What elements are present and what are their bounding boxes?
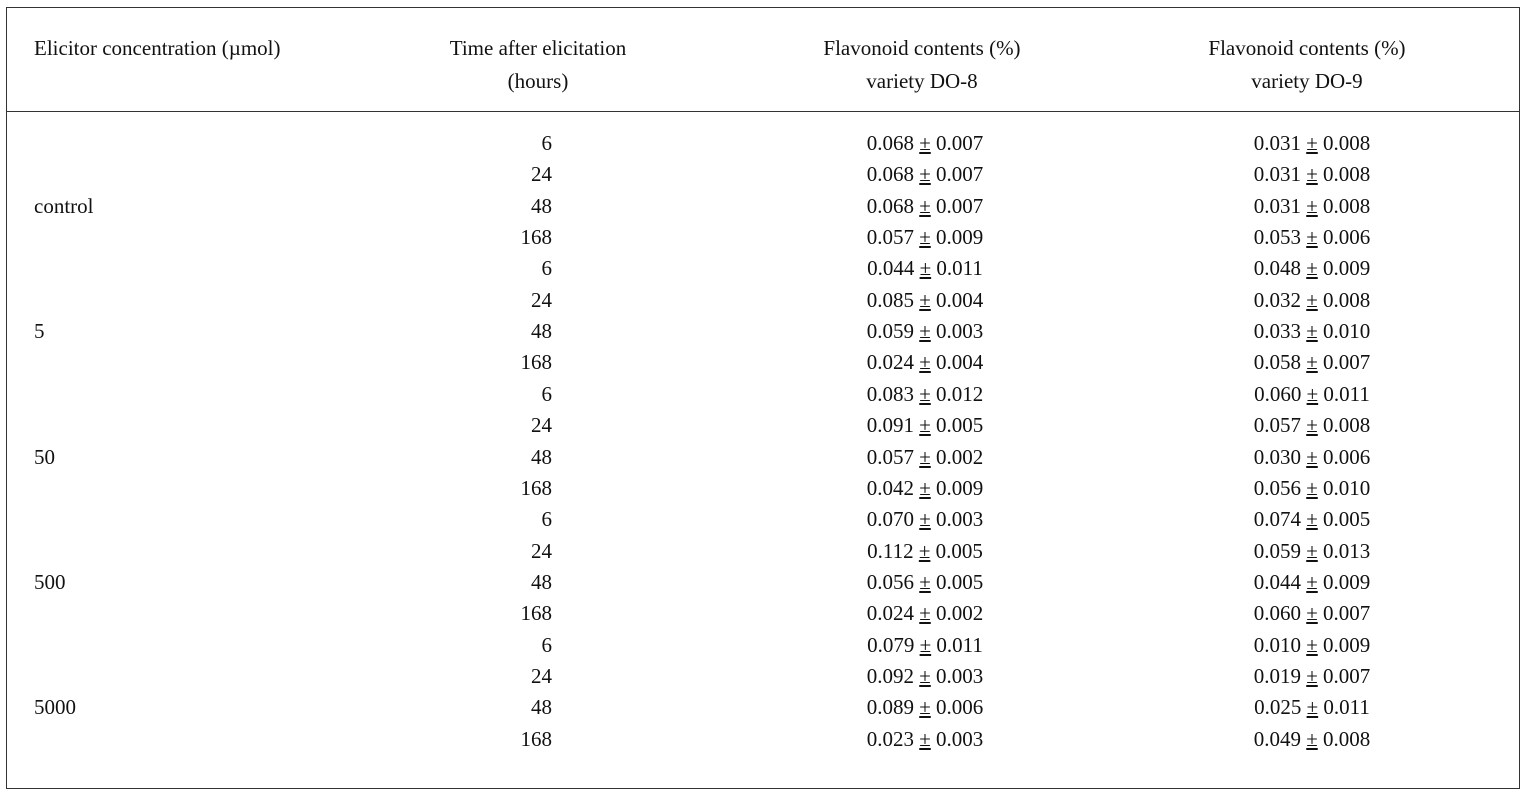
cell-do9-mean: 0.074 — [1253, 507, 1301, 532]
cell-do9-sd: 0.009 — [1323, 569, 1371, 594]
cell-do8 — [775, 567, 1075, 598]
cell-do9-mean: 0.060 — [1254, 381, 1302, 406]
table-row — [0, 504, 1531, 535]
table-row — [0, 410, 1531, 441]
plus-minus-sign: ± — [919, 350, 931, 375]
table-row — [0, 661, 1531, 692]
plus-minus-sign: ± — [919, 225, 931, 250]
plus-minus-sign: ± — [919, 632, 932, 657]
cell-do8-mean: 0.056 — [866, 569, 914, 594]
plus-minus-sign: ± — [919, 287, 931, 312]
cell-do8-sd: 0.005 — [936, 413, 984, 438]
cell-do9-mean: 0.058 — [1253, 350, 1301, 375]
cell-do8 — [775, 410, 1075, 441]
cell-do9-mean: 0.060 — [1253, 601, 1301, 626]
cell-do9-mean: 0.032 — [1253, 287, 1301, 312]
header-do8-line1: Flavonoid contents (%) — [823, 36, 1021, 60]
cell-concentration: 5000 — [34, 695, 76, 720]
cell-do9-mean: 0.048 — [1253, 256, 1301, 281]
plus-minus-sign: ± — [919, 131, 931, 155]
plus-minus-sign: ± — [919, 695, 931, 720]
table-row — [0, 598, 1531, 629]
cell-do8-mean: 0.070 — [866, 507, 914, 532]
cell-do8 — [775, 347, 1075, 378]
cell-do9 — [1162, 536, 1462, 567]
cell-do8-mean: 0.024 — [866, 601, 914, 626]
plus-minus-sign: ± — [919, 444, 931, 469]
header-concentration — [34, 32, 281, 65]
cell-do8-sd: 0.003 — [936, 319, 984, 344]
cell-do8-sd: 0.002 — [936, 601, 984, 626]
cell-do8-mean: 0.083 — [866, 381, 914, 406]
cell-do8-sd: 0.003 — [936, 507, 984, 532]
cell-do8 — [775, 442, 1075, 473]
cell-time: 48 — [531, 444, 552, 469]
cell-time: 24 — [531, 663, 552, 688]
cell-time: 168 — [520, 225, 552, 250]
cell-do8-mean: 0.044 — [867, 256, 915, 281]
cell-do9-mean: 0.010 — [1253, 632, 1301, 657]
cell-time: 168 — [520, 475, 552, 500]
cell-do8-sd: 0.003 — [936, 726, 984, 751]
header-concentration-label: Elicitor concentration (µmol) — [34, 36, 281, 60]
cell-time: 6 — [541, 131, 552, 155]
table-row — [0, 630, 1531, 661]
cell-do8-sd: 0.009 — [936, 475, 984, 500]
cell-do9-mean: 0.030 — [1253, 444, 1301, 469]
plus-minus-sign: ± — [1306, 726, 1318, 751]
cell-do8 — [775, 598, 1075, 629]
cell-do9 — [1162, 410, 1462, 441]
cell-concentration: 500 — [34, 569, 66, 594]
cell-do8 — [775, 661, 1075, 692]
plus-minus-sign: ± — [919, 381, 931, 406]
cell-do8-sd: 0.004 — [936, 350, 984, 375]
plus-minus-sign: ± — [1306, 193, 1318, 218]
cell-do9-sd: 0.007 — [1323, 601, 1371, 626]
cell-do9-mean: 0.053 — [1253, 225, 1301, 250]
cell-concentration: 50 — [34, 444, 55, 469]
cell-do9 — [1162, 128, 1462, 159]
cell-do8-sd: 0.009 — [936, 225, 984, 250]
cell-time: 24 — [531, 287, 552, 312]
cell-do9-mean: 0.049 — [1253, 726, 1301, 751]
cell-do8-mean: 0.042 — [866, 475, 914, 500]
plus-minus-sign: ± — [1306, 350, 1318, 375]
cell-do9-mean: 0.025 — [1254, 695, 1302, 720]
plus-minus-sign: ± — [919, 256, 932, 281]
cell-time: 6 — [541, 381, 552, 406]
plus-minus-sign: ± — [919, 507, 931, 532]
cell-do8 — [775, 379, 1075, 410]
plus-minus-sign: ± — [1306, 632, 1318, 657]
table-row — [0, 128, 1531, 159]
cell-do8 — [775, 191, 1075, 222]
plus-minus-sign: ± — [918, 538, 931, 563]
cell-time: 24 — [531, 538, 552, 563]
cell-do9-sd: 0.011 — [1323, 381, 1370, 406]
table-row — [0, 316, 1531, 347]
cell-do8-mean: 0.079 — [867, 632, 915, 657]
cell-time: 6 — [541, 507, 552, 532]
cell-do8 — [775, 159, 1075, 190]
cell-do9 — [1162, 379, 1462, 410]
cell-do8 — [775, 285, 1075, 316]
cell-do8-mean: 0.091 — [866, 413, 914, 438]
cell-do8-sd: 0.011 — [936, 632, 983, 657]
cell-do9-sd: 0.009 — [1323, 632, 1371, 657]
header-do9 — [1157, 32, 1457, 98]
cell-do8-mean: 0.089 — [866, 695, 914, 720]
cell-do9-sd: 0.006 — [1323, 444, 1371, 469]
plus-minus-sign: ± — [1306, 507, 1318, 532]
cell-do8-mean: 0.112 — [867, 538, 914, 563]
plus-minus-sign: ± — [919, 162, 931, 187]
cell-do9-mean: 0.033 — [1253, 319, 1301, 344]
cell-do8-mean: 0.059 — [866, 319, 914, 344]
cell-do8 — [775, 724, 1075, 755]
cell-do9-mean: 0.031 — [1253, 131, 1301, 155]
header-divider — [6, 111, 1520, 112]
table-row — [0, 536, 1531, 567]
cell-do9-sd: 0.008 — [1323, 287, 1371, 312]
cell-do9-sd: 0.008 — [1323, 162, 1371, 187]
plus-minus-sign: ± — [919, 319, 931, 344]
header-time-line1: Time after elicitation — [449, 36, 627, 60]
cell-do9-sd: 0.008 — [1323, 726, 1371, 751]
cell-time: 48 — [531, 569, 552, 594]
plus-minus-sign: ± — [1306, 569, 1318, 594]
plus-minus-sign: ± — [1306, 663, 1318, 688]
cell-do8 — [775, 253, 1075, 284]
cell-do9 — [1162, 661, 1462, 692]
plus-minus-sign: ± — [1306, 444, 1318, 469]
cell-do9-sd: 0.010 — [1323, 319, 1371, 344]
header-time-line2: (hours) — [507, 69, 569, 93]
table-row — [0, 285, 1531, 316]
cell-do8-sd: 0.006 — [936, 695, 984, 720]
cell-do8-sd: 0.004 — [936, 287, 984, 312]
cell-do8-sd: 0.003 — [936, 663, 984, 688]
plus-minus-sign: ± — [1306, 162, 1318, 187]
header-do8-line2: variety DO-8 — [866, 69, 978, 93]
cell-do8-sd: 0.007 — [936, 131, 984, 155]
cell-do9-mean: 0.031 — [1253, 193, 1301, 218]
cell-do9 — [1162, 473, 1462, 504]
cell-do8-sd: 0.007 — [936, 193, 984, 218]
plus-minus-sign: ± — [919, 569, 931, 594]
cell-time: 24 — [531, 162, 552, 187]
header-do8 — [772, 32, 1072, 98]
cell-do9 — [1162, 285, 1462, 316]
plus-minus-sign: ± — [1306, 131, 1318, 155]
cell-do9-mean: 0.044 — [1253, 569, 1301, 594]
cell-concentration: control — [34, 193, 94, 218]
cell-do9 — [1162, 598, 1462, 629]
cell-do9-sd: 0.008 — [1323, 413, 1371, 438]
plus-minus-sign: ± — [1306, 381, 1319, 406]
table-row — [0, 473, 1531, 504]
table-row — [0, 442, 1531, 473]
plus-minus-sign: ± — [919, 601, 931, 626]
cell-do9-sd: 0.005 — [1323, 507, 1371, 532]
cell-do8 — [775, 504, 1075, 535]
cell-do8-sd: 0.002 — [936, 444, 984, 469]
cell-do8 — [775, 473, 1075, 504]
cell-do9-mean: 0.059 — [1253, 538, 1301, 563]
cell-do8 — [775, 222, 1075, 253]
header-do9-line1: Flavonoid contents (%) — [1208, 36, 1406, 60]
cell-do9 — [1162, 253, 1462, 284]
plus-minus-sign: ± — [1306, 413, 1318, 438]
cell-do9-sd: 0.007 — [1323, 663, 1371, 688]
plus-minus-sign: ± — [1306, 256, 1318, 281]
table-row — [0, 222, 1531, 253]
cell-do8-sd: 0.005 — [935, 538, 983, 563]
cell-do8 — [775, 630, 1075, 661]
cell-do8 — [775, 536, 1075, 567]
table-row — [0, 191, 1531, 222]
table-row — [0, 159, 1531, 190]
plus-minus-sign: ± — [1306, 601, 1318, 626]
cell-time: 168 — [520, 350, 552, 375]
cell-do9 — [1162, 630, 1462, 661]
plus-minus-sign: ± — [1306, 287, 1318, 312]
plus-minus-sign: ± — [1306, 538, 1318, 563]
cell-do8-mean: 0.068 — [866, 162, 914, 187]
header-do9-line2: variety DO-9 — [1251, 69, 1363, 93]
cell-do8-mean: 0.085 — [866, 287, 914, 312]
cell-do8-mean: 0.068 — [866, 193, 914, 218]
cell-do8-sd: 0.012 — [936, 381, 984, 406]
cell-do8-mean: 0.057 — [866, 444, 914, 469]
cell-time: 48 — [531, 695, 552, 720]
cell-do8-mean: 0.057 — [866, 225, 914, 250]
plus-minus-sign: ± — [1306, 225, 1318, 250]
cell-time: 168 — [520, 726, 552, 751]
cell-do9-sd: 0.007 — [1323, 350, 1371, 375]
cell-do9 — [1162, 724, 1462, 755]
cell-time: 24 — [531, 413, 552, 438]
cell-do8-sd: 0.005 — [936, 569, 984, 594]
cell-time: 6 — [541, 256, 552, 281]
cell-do9 — [1162, 504, 1462, 535]
cell-time: 48 — [531, 319, 552, 344]
plus-minus-sign: ± — [919, 193, 931, 218]
plus-minus-sign: ± — [919, 413, 931, 438]
cell-do8-mean: 0.068 — [866, 131, 914, 155]
header-time — [388, 32, 688, 98]
cell-do8 — [775, 128, 1075, 159]
cell-time: 168 — [520, 601, 552, 626]
cell-do9-mean: 0.019 — [1253, 663, 1301, 688]
cell-do8-sd: 0.007 — [936, 162, 984, 187]
cell-do9-sd: 0.008 — [1323, 193, 1371, 218]
cell-do9 — [1162, 316, 1462, 347]
cell-do9-sd: 0.006 — [1323, 225, 1371, 250]
cell-time: 48 — [531, 193, 552, 218]
cell-do9-mean: 0.031 — [1253, 162, 1301, 187]
table-row — [0, 724, 1531, 755]
cell-do8 — [775, 316, 1075, 347]
cell-do9-sd: 0.008 — [1323, 131, 1371, 155]
cell-do9-sd: 0.010 — [1323, 475, 1371, 500]
cell-do9-sd: 0.009 — [1323, 256, 1371, 281]
table-row — [0, 379, 1531, 410]
cell-do8 — [775, 692, 1075, 723]
cell-do9 — [1162, 191, 1462, 222]
plus-minus-sign: ± — [919, 663, 931, 688]
cell-do8-mean: 0.024 — [866, 350, 914, 375]
cell-do9 — [1162, 159, 1462, 190]
cell-do8-sd: 0.011 — [936, 256, 983, 281]
cell-do9 — [1162, 347, 1462, 378]
cell-concentration: 5 — [34, 319, 45, 344]
table-row — [0, 567, 1531, 598]
cell-time: 6 — [541, 632, 552, 657]
plus-minus-sign: ± — [919, 475, 931, 500]
plus-minus-sign: ± — [919, 726, 931, 751]
plus-minus-sign: ± — [1306, 695, 1319, 720]
table-row — [0, 253, 1531, 284]
cell-do9 — [1162, 222, 1462, 253]
table-row — [0, 692, 1531, 723]
cell-do9 — [1162, 692, 1462, 723]
cell-do9-mean: 0.057 — [1253, 413, 1301, 438]
cell-do9-sd: 0.011 — [1323, 695, 1370, 720]
cell-do9-mean: 0.056 — [1253, 475, 1301, 500]
cell-do9 — [1162, 442, 1462, 473]
table-row — [0, 347, 1531, 378]
cell-do9 — [1162, 567, 1462, 598]
cell-do9-sd: 0.013 — [1323, 538, 1371, 563]
plus-minus-sign: ± — [1306, 319, 1318, 344]
plus-minus-sign: ± — [1306, 475, 1318, 500]
cell-do8-mean: 0.023 — [866, 726, 914, 751]
cell-do8-mean: 0.092 — [866, 663, 914, 688]
